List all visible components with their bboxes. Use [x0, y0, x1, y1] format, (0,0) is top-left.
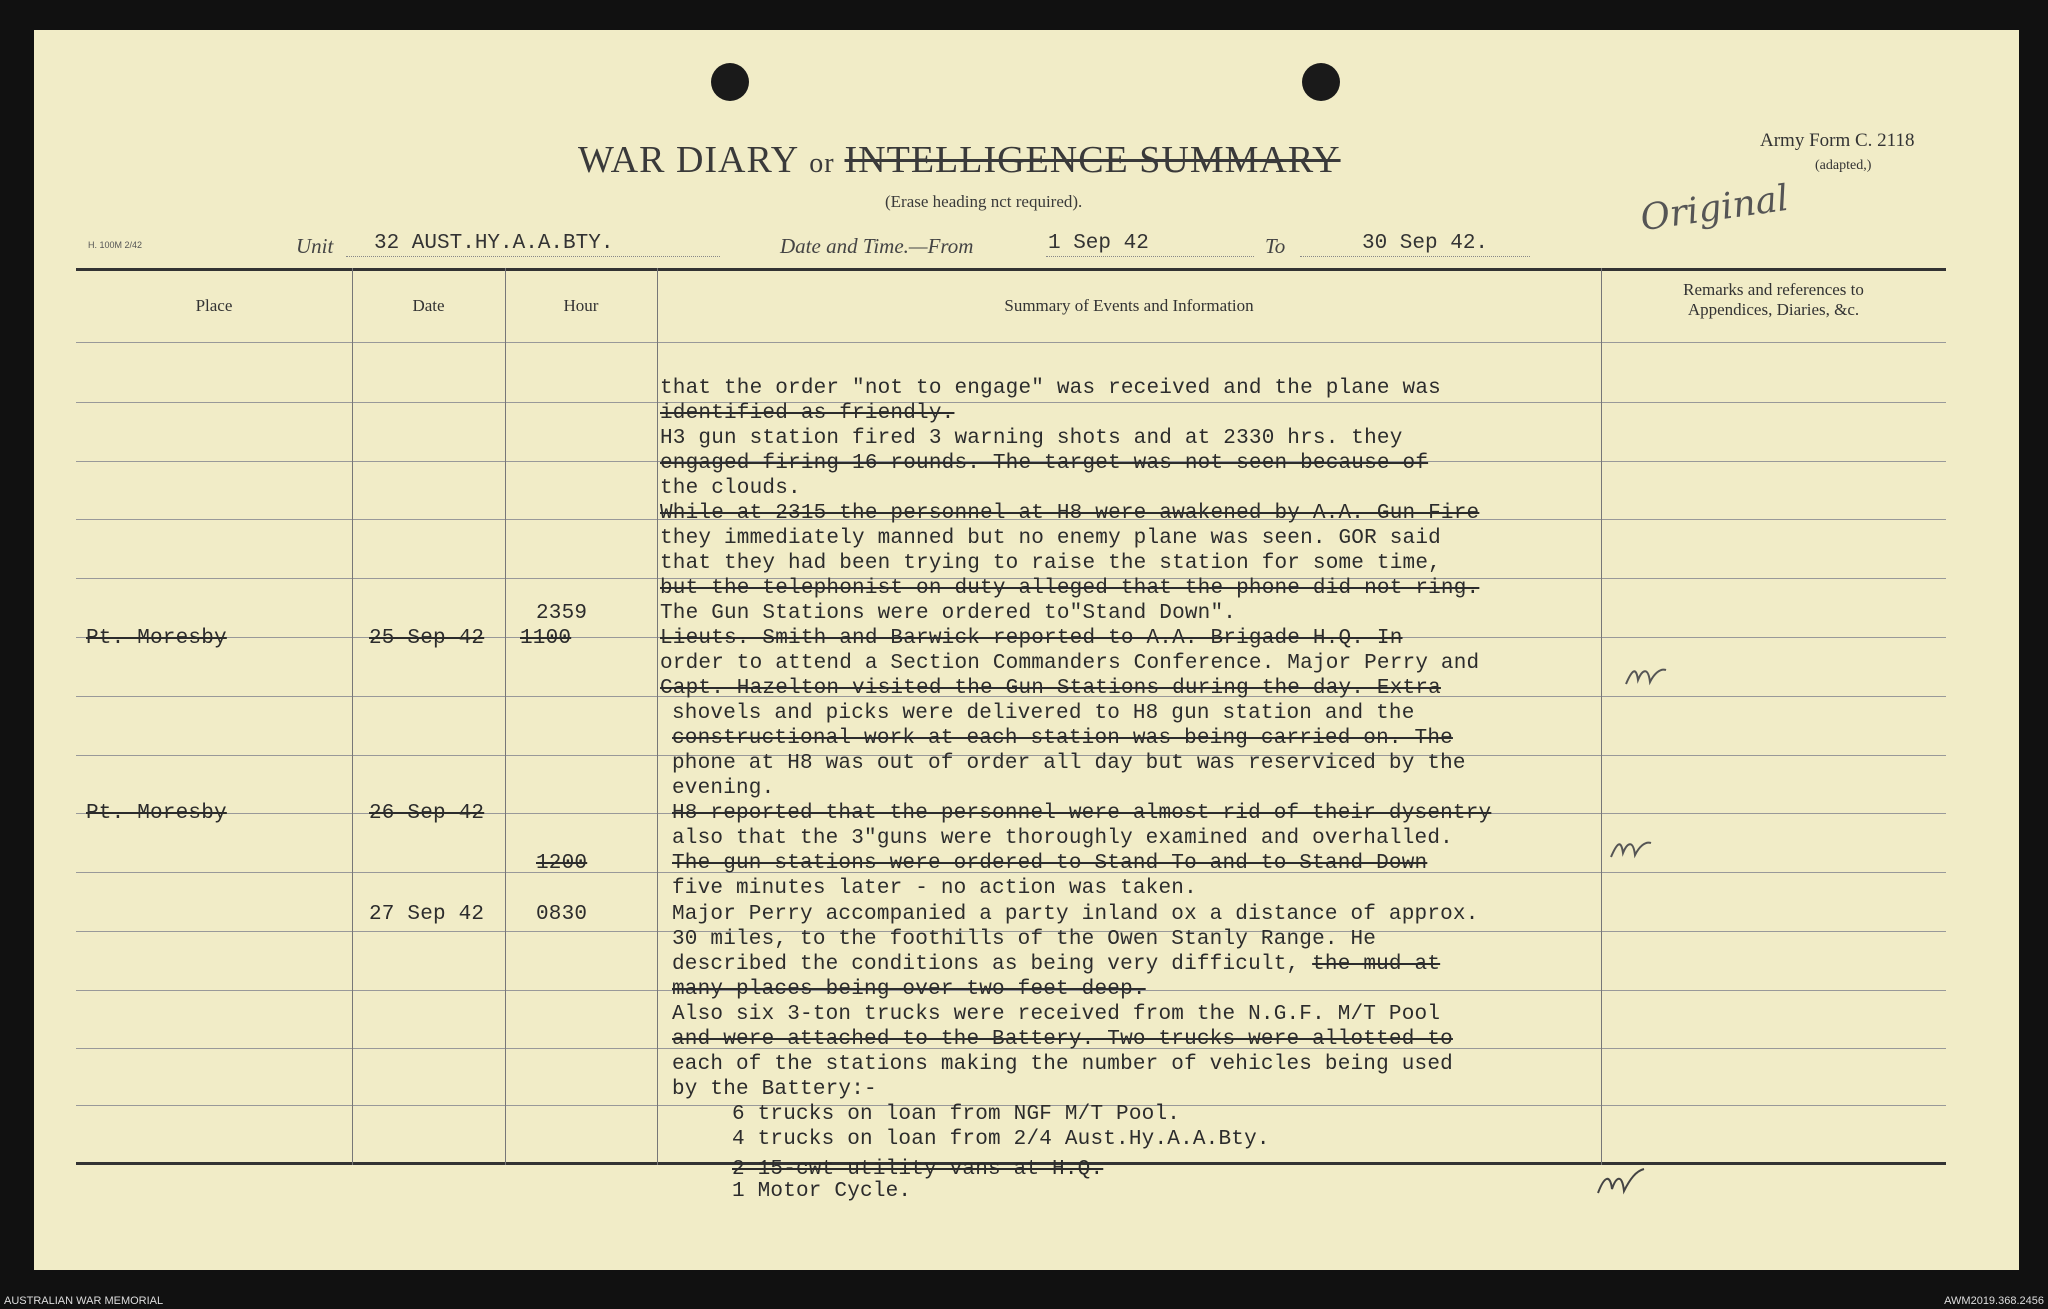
- header-rule: [76, 342, 1946, 343]
- col-divider: [657, 268, 658, 1165]
- summary-line: H8 reported that the personnel were almost rid of their dysentry: [672, 802, 1492, 825]
- col-header-date: Date: [412, 296, 445, 315]
- original-annotation: Original: [1637, 177, 1792, 240]
- col-divider: [505, 268, 506, 1165]
- table-top-rule: [76, 268, 1946, 271]
- summary-line: many places being over two feet deep.: [672, 978, 1146, 1001]
- unit-dotline: [346, 256, 720, 257]
- title-or: or: [809, 148, 835, 179]
- summary-line: shovels and picks were delivered to H8 gun station and the: [672, 702, 1415, 725]
- summary-line: 1 Motor Cycle.: [732, 1180, 912, 1203]
- summary-line: the clouds.: [660, 477, 801, 500]
- summary-line: identified as friendly.: [660, 402, 955, 425]
- summary-line: and were attached to the Battery. Two trucks were allotted to: [672, 1028, 1453, 1051]
- summary-line: engaged firing 16 rounds. The target was not seen because of: [660, 452, 1429, 475]
- col-header-summary: Summary of Events and Information: [1004, 296, 1254, 315]
- unit-label: Unit: [296, 234, 334, 258]
- hour-entry: 0830: [536, 903, 588, 926]
- title-main: WAR DIARY: [578, 139, 800, 181]
- hour-entry: 1200: [536, 852, 588, 875]
- to-label: To: [1265, 234, 1286, 258]
- punch-hole: [711, 63, 749, 101]
- summary-line: 6 trucks on loan from NGF M/T Pool.: [732, 1103, 1181, 1126]
- summary-line: phone at H8 was out of order all day but was reserviced by the: [672, 752, 1466, 775]
- col-divider: [352, 268, 353, 1165]
- summary-line: Also six 3-ton trucks were received from the N.G.F. M/T Pool: [672, 1003, 1441, 1026]
- adapted-note: (adapted,): [1815, 158, 1872, 173]
- title-struck: INTELLIGENCE SUMMARY: [844, 139, 1341, 181]
- to-value: 30 Sep 42.: [1362, 232, 1489, 255]
- from-value: 1 Sep 42: [1048, 232, 1149, 255]
- summary-line: 30 miles, to the foothills of the Owen Stanly Range. He: [672, 928, 1377, 951]
- col-header-hour: Hour: [563, 296, 599, 315]
- summary-line: evening.: [672, 777, 775, 800]
- summary-line: that the order "not to engage" was received and the plane was: [660, 377, 1441, 400]
- hour-entry: 1100: [520, 627, 572, 650]
- summary-line: H3 gun station fired 3 warning shots and at 2330 hrs. they: [660, 427, 1403, 450]
- footer-left: AUSTRALIAN WAR MEMORIAL: [4, 1295, 164, 1307]
- from-dotline: [1046, 256, 1254, 257]
- summary-line: 2 15-cwt utility vans at H.Q.: [732, 1158, 1104, 1181]
- footer-right: AWM2019.368.2456: [1944, 1295, 2044, 1307]
- summary-line: by the Battery:-: [672, 1078, 877, 1101]
- form-title: [578, 138, 1341, 182]
- date-entry: 25 Sep 42: [369, 627, 485, 650]
- erase-note: (Erase heading nct required).: [885, 192, 1083, 211]
- summary-line: Lieuts. Smith and Barwick reported to A.A. Brigade H.Q. In: [660, 627, 1403, 650]
- date-entry: 26 Sep 42: [369, 802, 485, 825]
- row-rule: [76, 402, 1946, 403]
- summary-line: but the telephonist on duty alleged that the phone did not ring.: [660, 577, 1480, 600]
- col-divider: [1601, 268, 1602, 1165]
- date-time-label: Date and Time.—From: [780, 234, 974, 258]
- remarks-line-1: Remarks and references to: [1683, 280, 1864, 299]
- date-entry: 27 Sep 42: [369, 903, 485, 926]
- form-number: Army Form C. 2118: [1760, 130, 1915, 151]
- initials-mark: [1607, 833, 1653, 863]
- place-entry: Pt. Moresby: [86, 802, 227, 825]
- summary-line: constructional work at each station was being carried on. The: [672, 727, 1453, 750]
- summary-line: The Gun Stations were ordered to"Stand Down".: [660, 602, 1237, 625]
- initials-mark: [1622, 660, 1668, 690]
- form-code: H. 100M 2/42: [88, 240, 143, 250]
- unit-value: 32 AUST.HY.A.A.BTY.: [374, 232, 614, 255]
- col-header-place: Place: [195, 296, 233, 315]
- summary-line: While at 2315 the personnel at H8 were awakened by A.A. Gun Fire: [660, 502, 1480, 525]
- summary-line: they immediately manned but no enemy plane was seen. GOR said: [660, 527, 1441, 550]
- summary-line: that they had been trying to raise the station for some time,: [660, 552, 1441, 575]
- to-dotline: [1300, 256, 1530, 257]
- initials-mark: [1594, 1165, 1646, 1199]
- summary-line: Capt. Hazelton visited the Gun Stations during the day. Extra: [660, 677, 1441, 700]
- struck-text: the mud at: [1312, 953, 1441, 976]
- col-header-remarks: [1601, 280, 1946, 320]
- remarks-line-2: Appendices, Diaries, &c.: [1687, 300, 1860, 319]
- summary-line: five minutes later - no action was taken.: [672, 877, 1197, 900]
- summary-line: The gun stations were ordered to Stand To and to Stand Down: [672, 852, 1428, 875]
- place-entry: Pt. Moresby: [86, 627, 227, 650]
- summary-line: [672, 953, 1440, 976]
- summary-line: 4 trucks on loan from 2/4 Aust.Hy.A.A.Bty.: [732, 1128, 1270, 1151]
- punch-hole: [1302, 63, 1340, 101]
- summary-line: order to attend a Section Commanders Conference. Major Perry and: [660, 652, 1480, 675]
- summary-line: each of the stations making the number of vehicles being used: [672, 1053, 1453, 1076]
- summary-text: described the conditions as being very difficult,: [672, 953, 1300, 976]
- summary-line: Major Perry accompanied a party inland ox a distance of approx.: [672, 903, 1479, 926]
- summary-line: also that the 3"guns were thoroughly examined and overhalled.: [672, 827, 1453, 850]
- hour-entry: 2359: [536, 602, 588, 625]
